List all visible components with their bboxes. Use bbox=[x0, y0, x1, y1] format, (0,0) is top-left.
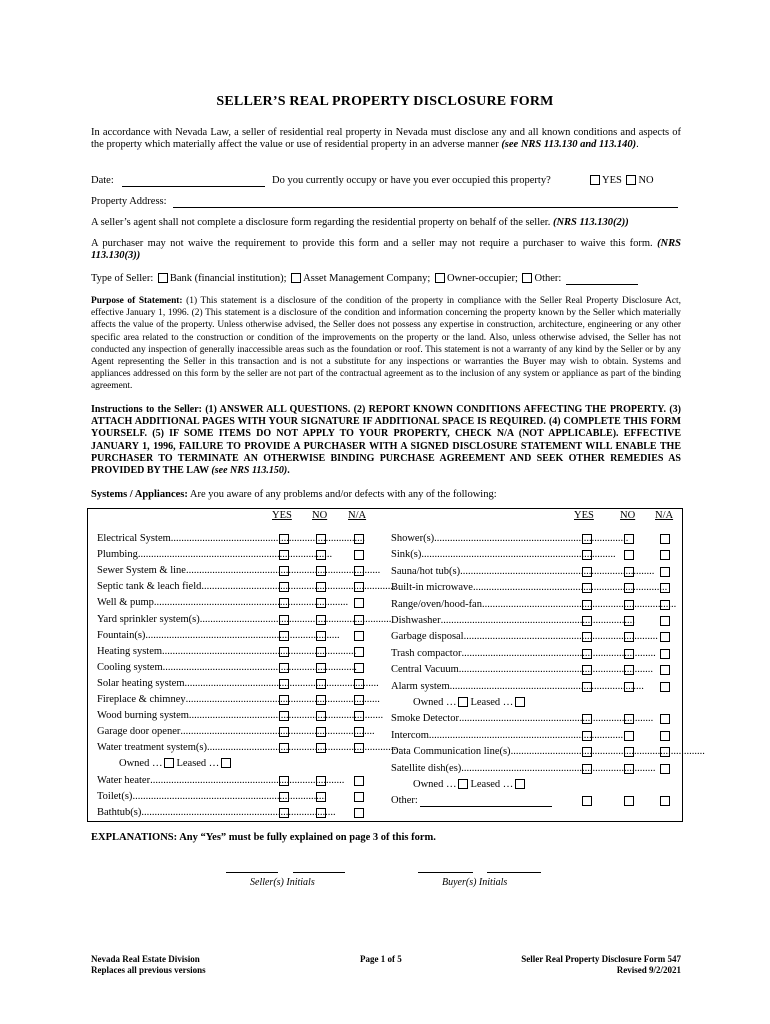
system-label-yard-sprinkler-system-s bbox=[97, 613, 395, 626]
leased-checkbox[interactable] bbox=[515, 779, 525, 789]
toilet-s-no-checkbox[interactable] bbox=[316, 792, 326, 802]
property-address-field[interactable] bbox=[173, 196, 678, 208]
fountain-s-yes-checkbox[interactable] bbox=[279, 631, 289, 641]
purpose-paragraph: Purpose of Statement: (1) This statement is a disclosure of the condition of the property in compliance with the Seller Real Property Disclosure Act, effective January 1, 1996. (2) This statement is a disclosure of the condition and information concerning the property known by the Seller which materially affects the value of the property. Unless otherwise advised, the Seller does not possess any expertise in construction, architecture, engineering or any other specific area related to the construction or condition of the improvements on the property or the land. Also, unless otherwise advised, the Seller has not conducted any inspection of generally inaccessible areas such as the foundation or roof. This statement is not a warranty of any kind by the Seller or by any Agent representing the Seller in this transaction and is not a substitute for any inspections or warranties the Buyer may wish to obtain. Systems and appliances addressed on this form by the seller are not part of the contractual agreement as to the inclusion of any system or appliance as part of the binding agreement. bbox=[91, 296, 682, 392]
system-label-text: Satellite dish(es) bbox=[391, 762, 462, 774]
yard-sprinkler-system-s-yes-checkbox[interactable] bbox=[279, 615, 289, 625]
system-label-bathtub-s bbox=[97, 806, 336, 819]
wood-burning-system-yes-checkbox[interactable] bbox=[279, 711, 289, 721]
sauna-hot-tub-s-na-checkbox[interactable] bbox=[660, 567, 670, 577]
leader-dots: .......................................................................... bbox=[188, 710, 384, 722]
right-col-yes-header: YES bbox=[574, 510, 594, 521]
fireplace-chimney-na-checkbox[interactable] bbox=[354, 695, 364, 705]
leader-dots: .......................................................................... bbox=[206, 742, 402, 754]
leader-dots: .......................................................................... bbox=[201, 581, 396, 593]
yard-sprinkler-system-s-na-checkbox[interactable] bbox=[354, 615, 364, 625]
alarm-system-na-checkbox[interactable] bbox=[660, 682, 670, 692]
left-col-na-header: N/A bbox=[348, 510, 367, 521]
garbage-disposal-no-checkbox[interactable] bbox=[624, 632, 634, 642]
trash-compactor-no-checkbox[interactable] bbox=[624, 649, 634, 659]
leader-dots: .......................................................................... bbox=[137, 549, 333, 561]
system-label-sink-s bbox=[391, 549, 616, 561]
leader-dots: .......................................................................... bbox=[458, 713, 654, 725]
seller-initials-label: Seller(s) Initials bbox=[250, 877, 315, 888]
other-system-field[interactable] bbox=[420, 795, 552, 807]
central-vacuum-no-checkbox[interactable] bbox=[624, 665, 634, 675]
system-label-sewer-system-line bbox=[97, 565, 381, 577]
footer-left: Nevada Real Estate Division Replaces all previous versions bbox=[91, 954, 206, 975]
bathtub-s-no-checkbox[interactable] bbox=[316, 808, 326, 818]
intercom-no-checkbox[interactable] bbox=[624, 731, 634, 741]
owned-checkbox[interactable] bbox=[458, 779, 468, 789]
system-label-text: Central Vacuum bbox=[391, 664, 459, 676]
seller-initials-line-1[interactable] bbox=[226, 872, 278, 873]
leader-dots: .......................................................................... bbox=[141, 806, 336, 818]
water-treatment-system-s-yes-checkbox[interactable] bbox=[279, 743, 289, 753]
owned-leased-row bbox=[413, 779, 527, 791]
sewer-system-line-no-checkbox[interactable] bbox=[316, 566, 326, 576]
leader-dots: .......................................................................... bbox=[153, 597, 349, 609]
system-label-text: Fountain(s) bbox=[97, 629, 146, 641]
satellite-dish-es-na-checkbox[interactable] bbox=[660, 764, 670, 774]
instructions-paragraph: Instructions to the Seller: (1) ANSWER ALL QUESTIONS. (2) REPORT KNOWN CONDITIONS AFFECTING THE PROPERTY. (3) ATTACH ADDITIONAL PAGES WITH YOUR SIGNATURE IF ADDITIONAL SPACE IS REQUIRED. (4) COMPLETE THIS FORM YOURSELF. (5) IF SOME ITEMS DO NOT APPLY TO YOUR PROPERTY, CHECK N/A (NOT APPLICABLE). EFFECTIVE JANUARY 1, 1996, FAILURE TO PROVIDE A PURCHASER WITH A SIGNED DISCLOSURE STATEMENT WILL ENABLE THE PURCHASER TO TERMINATE AN OTHERWISE BINDING PURCHASE AGREEMENT AND SEEK OTHER REMEDIES AS PROVIDED BY THE LAW (see NRS 113.150). bbox=[91, 404, 681, 477]
system-label-fountain-s bbox=[97, 629, 340, 642]
solar-heating-system-yes-checkbox[interactable] bbox=[279, 679, 289, 689]
water-heater-no-checkbox[interactable] bbox=[316, 776, 326, 786]
owned-checkbox[interactable] bbox=[164, 758, 174, 768]
solar-heating-system-no-checkbox[interactable] bbox=[316, 679, 326, 689]
shower-s-no-checkbox[interactable] bbox=[624, 534, 634, 544]
leader-dots: .......................................................................... bbox=[162, 645, 357, 657]
electrical-system-no-checkbox[interactable] bbox=[316, 534, 326, 544]
footer-page-number: Page 1 of 5 bbox=[360, 954, 402, 964]
smoke-detector-no-checkbox[interactable] bbox=[624, 714, 634, 724]
intercom-yes-checkbox[interactable] bbox=[582, 731, 592, 741]
type-of-seller-row: Type of Seller: Bank (financial institution); Asset Management Company; Owner-occupier; Other: bbox=[91, 273, 638, 285]
fountain-s-no-checkbox[interactable] bbox=[316, 631, 326, 641]
leader-dots: .......................................................................... bbox=[162, 661, 357, 673]
wood-burning-system-na-checkbox[interactable] bbox=[354, 711, 364, 721]
system-label-satellite-dish-es bbox=[391, 762, 656, 775]
system-label-text: Alarm system bbox=[391, 680, 450, 692]
system-label-text: Cooling system bbox=[97, 661, 163, 673]
system-label-heating-system bbox=[97, 645, 357, 658]
seller-other-field[interactable] bbox=[566, 273, 638, 285]
leader-dots: .......................................................................... bbox=[510, 746, 705, 758]
yard-sprinkler-system-s-no-checkbox[interactable] bbox=[316, 615, 326, 625]
fireplace-chimney-yes-checkbox[interactable] bbox=[279, 695, 289, 705]
right-col-no-header: NO bbox=[620, 510, 636, 521]
date-row bbox=[91, 175, 265, 187]
leader-dots: .......................................................................... bbox=[440, 615, 635, 626]
seller-owner-occupier-checkbox[interactable] bbox=[435, 273, 445, 283]
cooling-system-na-checkbox[interactable] bbox=[354, 663, 364, 673]
property-address-label: Property Address: bbox=[91, 196, 167, 207]
system-label-wood-burning-system bbox=[97, 710, 384, 722]
leader-dots: .......................................................................... bbox=[145, 629, 340, 641]
systems-question: Are you aware of any problems and/or defects with any of the following: bbox=[187, 489, 497, 500]
dishwasher-no-checkbox[interactable] bbox=[624, 616, 634, 626]
system-label-well-pump bbox=[97, 597, 349, 609]
date-label: Date: bbox=[91, 175, 114, 186]
system-label-text: Other: bbox=[391, 795, 418, 807]
occupy-question: Do you currently occupy or have you ever occupied this property? bbox=[272, 175, 551, 186]
leased-checkbox[interactable] bbox=[221, 758, 231, 768]
agent-notice: A seller’s agent shall not complete a disclosure form regarding the residential property on behalf of the seller. (NRS 113.130(2)) bbox=[91, 217, 629, 228]
system-label-electrical-system bbox=[97, 533, 366, 545]
data-communication-line-s-no-checkbox[interactable] bbox=[624, 747, 634, 757]
leader-dots: .......................................................................... bbox=[150, 774, 345, 786]
system-label-text: Yard sprinkler system(s) bbox=[97, 613, 200, 625]
leader-dots: .......................................................................... bbox=[170, 533, 366, 544]
garbage-disposal-yes-checkbox[interactable] bbox=[582, 632, 592, 642]
cooling-system-no-checkbox[interactable] bbox=[316, 663, 326, 673]
sewer-system-line-yes-checkbox[interactable] bbox=[279, 566, 289, 576]
leader-dots: .......................................................................... bbox=[199, 613, 395, 625]
range-oven-hood-fan-no-checkbox[interactable] bbox=[624, 600, 634, 610]
sewer-system-line-na-checkbox[interactable] bbox=[354, 566, 364, 576]
system-label-plumbing bbox=[97, 549, 333, 561]
satellite-dish-es-no-checkbox[interactable] bbox=[624, 764, 634, 774]
system-label-text: Sauna/hot tub(s) bbox=[391, 565, 461, 577]
water-heater-na-checkbox[interactable] bbox=[354, 776, 364, 786]
system-label-text: Heating system bbox=[97, 645, 163, 657]
leader-dots: .......................................................................... bbox=[434, 533, 629, 544]
system-label-text: Range/oven/hood-fan bbox=[391, 598, 482, 610]
leader-dots: .......................................................................... bbox=[461, 762, 656, 774]
alarm-system-no-checkbox[interactable] bbox=[624, 682, 634, 692]
system-label-trash-compactor bbox=[391, 647, 656, 660]
owned-leased-row bbox=[119, 758, 233, 770]
system-label-text: Solar heating system bbox=[97, 677, 185, 689]
left-col-no-header: NO bbox=[312, 510, 328, 521]
left-col-yes-header: YES bbox=[272, 510, 292, 521]
system-label-central-vacuum bbox=[391, 664, 653, 676]
system-label-sauna-hot-tub-s bbox=[391, 565, 655, 578]
garage-door-opener-yes-checkbox[interactable] bbox=[279, 727, 289, 737]
purchaser-notice: A purchaser may not waive the requirement to provide this form and a seller may not require a purchaser to waive this form. (NRS 113.130(3)) bbox=[91, 238, 681, 262]
system-label-text: Garage door opener bbox=[97, 726, 181, 738]
range-oven-hood-fan-na-checkbox[interactable] bbox=[660, 600, 670, 610]
system-label-dishwasher bbox=[391, 615, 635, 627]
leader-dots: .......................................................................... bbox=[460, 565, 655, 577]
system-label-shower-s bbox=[391, 533, 629, 545]
leader-dots: .......................................................................... bbox=[449, 680, 644, 692]
solar-heating-system-na-checkbox[interactable] bbox=[354, 679, 364, 689]
system-label-text: Bathtub(s) bbox=[97, 806, 142, 818]
data-communication-line-s-yes-checkbox[interactable] bbox=[582, 747, 592, 757]
leader-dots: .......................................................................... bbox=[461, 647, 656, 659]
occupy-no-checkbox[interactable] bbox=[626, 175, 636, 185]
bathtub-s-na-checkbox[interactable] bbox=[354, 808, 364, 818]
occupy-answer: YES NO bbox=[588, 175, 654, 187]
smoke-detector-na-checkbox[interactable] bbox=[660, 714, 670, 724]
system-label-range-oven-hood-fan bbox=[391, 598, 677, 611]
system-label-text: Sewer System & line bbox=[97, 565, 186, 577]
plumbing-yes-checkbox[interactable] bbox=[279, 550, 289, 560]
form-title: SELLER’S REAL PROPERTY DISCLOSURE FORM bbox=[216, 94, 554, 109]
leased-checkbox[interactable] bbox=[515, 697, 525, 707]
other-no-checkbox[interactable] bbox=[624, 796, 634, 806]
water-treatment-system-s-na-checkbox[interactable] bbox=[354, 743, 364, 753]
seller-initials-line-2[interactable] bbox=[293, 872, 345, 873]
fountain-s-na-checkbox[interactable] bbox=[354, 631, 364, 641]
leader-dots: .......................................................................... bbox=[421, 549, 616, 561]
owned-checkbox[interactable] bbox=[458, 697, 468, 707]
water-treatment-system-s-no-checkbox[interactable] bbox=[316, 743, 326, 753]
electrical-system-yes-checkbox[interactable] bbox=[279, 534, 289, 544]
toilet-s-yes-checkbox[interactable] bbox=[279, 792, 289, 802]
system-label-text: Electrical System bbox=[97, 533, 171, 544]
built-in-microwave-no-checkbox[interactable] bbox=[624, 583, 634, 593]
shower-s-yes-checkbox[interactable] bbox=[582, 534, 592, 544]
built-in-microwave-na-checkbox[interactable] bbox=[660, 583, 670, 593]
leased-label: Leased … bbox=[470, 779, 514, 790]
system-label-cooling-system bbox=[97, 661, 357, 674]
septic-tank-leach-field-no-checkbox[interactable] bbox=[316, 582, 326, 592]
central-vacuum-yes-checkbox[interactable] bbox=[582, 665, 592, 675]
system-label-text: Wood burning system bbox=[97, 710, 189, 722]
leader-dots: .......................................................................... bbox=[180, 726, 375, 738]
property-address-row bbox=[91, 196, 678, 208]
heating-system-no-checkbox[interactable] bbox=[316, 647, 326, 657]
owned-label: Owned … bbox=[413, 779, 457, 790]
system-label-solar-heating-system bbox=[97, 677, 379, 690]
right-col-na-header: N/A bbox=[655, 510, 674, 521]
system-label-text: Toilet(s) bbox=[97, 790, 133, 802]
explanations-note: EXPLANATIONS: Any “Yes” must be fully explained on page 3 of this form. bbox=[91, 832, 436, 843]
garage-door-opener-na-checkbox[interactable] bbox=[354, 727, 364, 737]
toilet-s-na-checkbox[interactable] bbox=[354, 792, 364, 802]
buyer-initials-line-1[interactable] bbox=[418, 872, 473, 873]
leader-dots: .......................................................................... bbox=[184, 677, 379, 689]
sink-s-yes-checkbox[interactable] bbox=[582, 550, 592, 560]
central-vacuum-na-checkbox[interactable] bbox=[660, 665, 670, 675]
leader-dots: .......................................................................... bbox=[132, 790, 327, 802]
data-communication-line-s-na-checkbox[interactable] bbox=[660, 747, 670, 757]
system-label-text: Sink(s) bbox=[391, 549, 422, 561]
systems-heading-row bbox=[91, 489, 497, 501]
system-label-text: Water heater bbox=[97, 774, 151, 786]
cooling-system-yes-checkbox[interactable] bbox=[279, 663, 289, 673]
satellite-dish-es-yes-checkbox[interactable] bbox=[582, 764, 592, 774]
sauna-hot-tub-s-yes-checkbox[interactable] bbox=[582, 567, 592, 577]
trash-compactor-yes-checkbox[interactable] bbox=[582, 649, 592, 659]
well-pump-no-checkbox[interactable] bbox=[316, 598, 326, 608]
system-label-text: Built-in microwave bbox=[391, 582, 473, 594]
owned-label: Owned … bbox=[119, 758, 163, 770]
seller-bank-checkbox[interactable] bbox=[158, 273, 168, 283]
septic-tank-leach-field-na-checkbox[interactable] bbox=[354, 582, 364, 592]
system-label-garage-door-opener bbox=[97, 726, 375, 738]
shower-s-na-checkbox[interactable] bbox=[660, 534, 670, 544]
system-label-alarm-system bbox=[391, 680, 644, 693]
occupy-yes-checkbox[interactable] bbox=[590, 175, 600, 185]
plumbing-na-checkbox[interactable] bbox=[354, 550, 364, 560]
system-label-text: Data Communication line(s) bbox=[391, 746, 511, 758]
system-label-water-treatment-system-s bbox=[97, 742, 402, 754]
sink-s-no-checkbox[interactable] bbox=[624, 550, 634, 560]
leased-label: Leased … bbox=[176, 758, 220, 770]
seller-asset-management-checkbox[interactable] bbox=[291, 273, 301, 283]
system-label-fireplace-chimney bbox=[97, 694, 380, 706]
seller-other-checkbox[interactable] bbox=[522, 273, 532, 283]
system-label-text: Water treatment system(s) bbox=[97, 742, 207, 754]
owned-leased-row bbox=[413, 697, 527, 709]
type-of-seller-label: Type of Seller: bbox=[91, 273, 154, 284]
heating-system-na-checkbox[interactable] bbox=[354, 647, 364, 657]
system-label-text: Garbage disposal bbox=[391, 631, 464, 643]
well-pump-yes-checkbox[interactable] bbox=[279, 598, 289, 608]
leader-dots: .......................................................................... bbox=[481, 598, 677, 610]
system-label-garbage-disposal bbox=[391, 631, 658, 643]
leased-label: Leased … bbox=[470, 697, 514, 708]
leader-dots: .......................................................................... bbox=[472, 582, 668, 594]
system-label-water-heater bbox=[97, 774, 345, 787]
system-label-septic-tank-leach-field bbox=[97, 581, 396, 593]
other-yes-checkbox[interactable] bbox=[582, 796, 592, 806]
leader-dots: .......................................................................... bbox=[428, 729, 624, 741]
systems-heading: Systems / Appliances: bbox=[91, 489, 188, 500]
trash-compactor-na-checkbox[interactable] bbox=[660, 649, 670, 659]
plumbing-no-checkbox[interactable] bbox=[316, 550, 326, 560]
smoke-detector-yes-checkbox[interactable] bbox=[582, 714, 592, 724]
sauna-hot-tub-s-no-checkbox[interactable] bbox=[624, 567, 634, 577]
owned-label: Owned … bbox=[413, 697, 457, 708]
alarm-system-yes-checkbox[interactable] bbox=[582, 682, 592, 692]
fireplace-chimney-no-checkbox[interactable] bbox=[316, 695, 326, 705]
system-label-text: Dishwasher bbox=[391, 615, 441, 626]
system-label-toilet-s bbox=[97, 790, 327, 803]
system-label-text: Well & pump bbox=[97, 597, 154, 609]
system-label-text: Plumbing bbox=[97, 549, 138, 561]
system-label-intercom bbox=[391, 729, 624, 742]
system-label-text: Smoke Detector bbox=[391, 713, 459, 725]
water-heater-yes-checkbox[interactable] bbox=[279, 776, 289, 786]
system-label-built-in-microwave bbox=[391, 582, 668, 594]
system-label-text: Septic tank & leach field bbox=[97, 581, 202, 593]
buyer-initials-line-2[interactable] bbox=[487, 872, 541, 873]
heating-system-yes-checkbox[interactable] bbox=[279, 647, 289, 657]
leader-dots: .......................................................................... bbox=[463, 631, 658, 643]
electrical-system-na-checkbox[interactable] bbox=[354, 534, 364, 544]
wood-burning-system-no-checkbox[interactable] bbox=[316, 711, 326, 721]
system-label-text: Shower(s) bbox=[391, 533, 435, 544]
footer-right: Seller Real Property Disclosure Form 547 Revised 9/2/2021 bbox=[521, 954, 681, 975]
well-pump-na-checkbox[interactable] bbox=[354, 598, 364, 608]
system-label-text: Fireplace & chimney bbox=[97, 694, 186, 705]
dishwasher-na-checkbox[interactable] bbox=[660, 616, 670, 626]
septic-tank-leach-field-yes-checkbox[interactable] bbox=[279, 582, 289, 592]
system-label-other bbox=[391, 795, 556, 807]
system-label-smoke-detector bbox=[391, 713, 654, 725]
system-label-text: Intercom bbox=[391, 729, 429, 741]
intro-paragraph: In accordance with Nevada Law, a seller of residential real property in Nevada must disclose any and all known conditions and aspects of the property which materially affect the value or use of residential property in an adverse manner (see NRS 113.130 and 113.140). bbox=[91, 127, 681, 151]
date-field[interactable] bbox=[122, 175, 265, 187]
leader-dots: .......................................................................... bbox=[185, 694, 380, 705]
occupy-row bbox=[272, 175, 551, 187]
intercom-na-checkbox[interactable] bbox=[660, 731, 670, 741]
sink-s-na-checkbox[interactable] bbox=[660, 550, 670, 560]
system-label-text: Trash compactor bbox=[391, 647, 462, 659]
system-label-data-communication-line-s bbox=[391, 746, 705, 758]
bathtub-s-yes-checkbox[interactable] bbox=[279, 808, 289, 818]
leader-dots: .......................................................................... bbox=[185, 565, 381, 577]
dishwasher-yes-checkbox[interactable] bbox=[582, 616, 592, 626]
built-in-microwave-yes-checkbox[interactable] bbox=[582, 583, 592, 593]
buyer-initials-label: Buyer(s) Initials bbox=[442, 877, 508, 888]
range-oven-hood-fan-yes-checkbox[interactable] bbox=[582, 600, 592, 610]
other-na-checkbox[interactable] bbox=[660, 796, 670, 806]
garbage-disposal-na-checkbox[interactable] bbox=[660, 632, 670, 642]
garage-door-opener-no-checkbox[interactable] bbox=[316, 727, 326, 737]
leader-dots: .......................................................................... bbox=[458, 664, 653, 676]
